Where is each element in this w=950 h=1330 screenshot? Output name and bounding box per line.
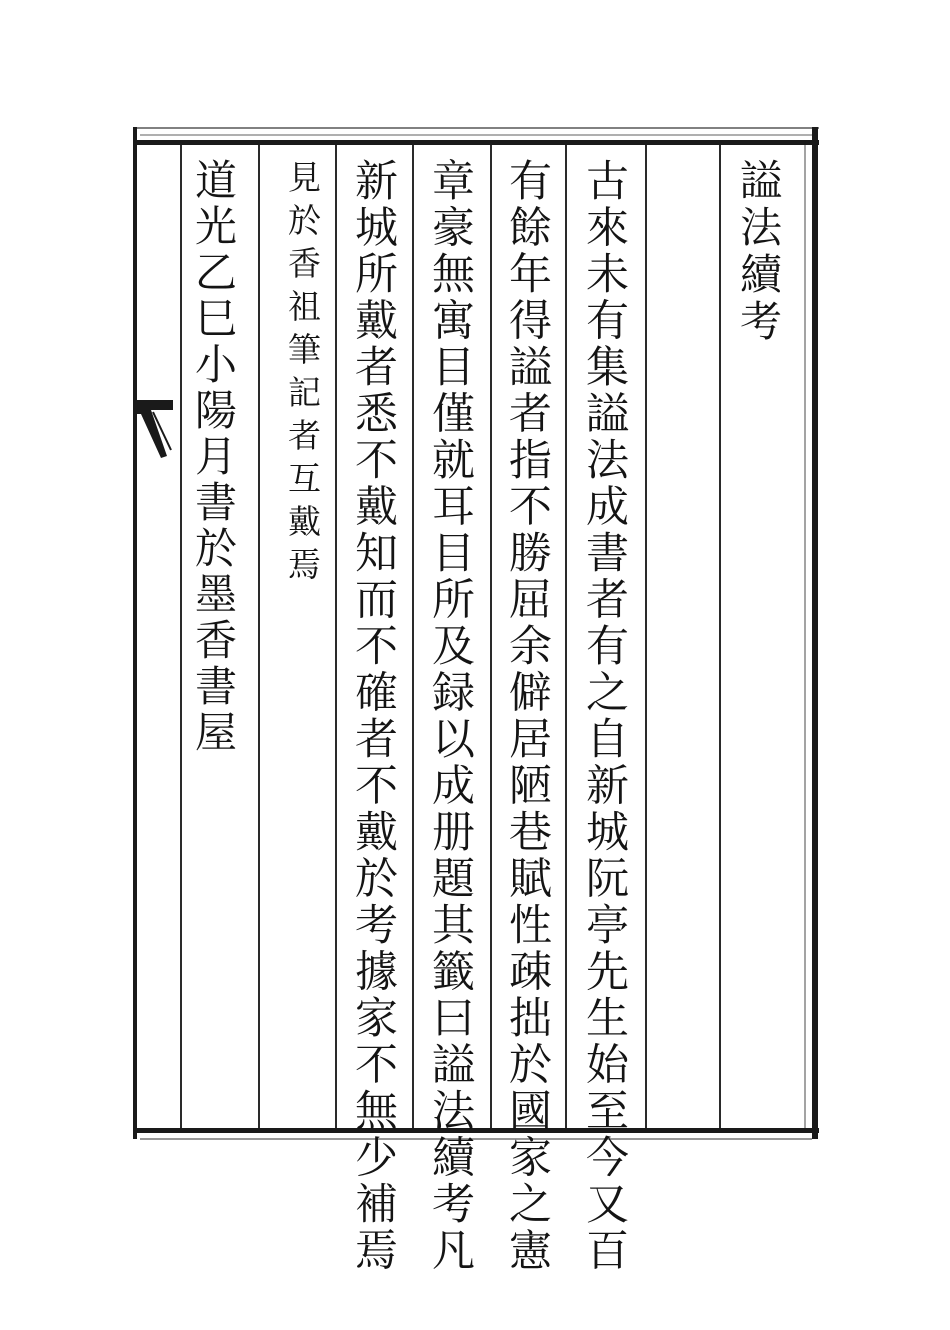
frame-bottom-outer-line (140, 1138, 812, 1140)
frame-top-outer-line (133, 127, 819, 129)
preface-column-1: 古來未有集謚法成書者有之自新城阮亭先生始至今又百 (579, 158, 629, 1274)
column-divider (335, 145, 337, 1128)
column-divider (490, 145, 492, 1128)
preface-column-3: 章豪無寓目僅就耳目所及録以成册題其籤曰謚法續考凡 (425, 158, 475, 1274)
book-title: 謚法續考 (734, 158, 783, 346)
preface-note: 見於香祖筆記者互戴焉 (283, 160, 322, 590)
preface-column-2: 有餘年得謚者指不勝屈余僻居陋巷賦性疎拙於國家之憲 (502, 158, 552, 1274)
column-divider (258, 145, 260, 1128)
frame-bottom-border (133, 1128, 819, 1133)
column-divider (719, 145, 721, 1128)
column-divider (645, 145, 647, 1128)
column-divider (180, 145, 182, 1128)
frame-right-border (812, 127, 818, 1139)
preface-column-4: 新城所戴者悉不戴知而不確者不戴於考據家不無少補焉 (348, 158, 398, 1274)
colophon: 道光乙巳小陽月書於墨香書屋 (189, 158, 238, 756)
frame-top-inner-line (140, 134, 812, 136)
fishtail-mark-icon (133, 400, 173, 460)
column-divider (565, 145, 567, 1128)
frame-top-border (133, 140, 819, 145)
frame-left-border (133, 127, 137, 1139)
frame-right-inner-line (804, 140, 806, 1130)
column-divider (412, 145, 414, 1128)
